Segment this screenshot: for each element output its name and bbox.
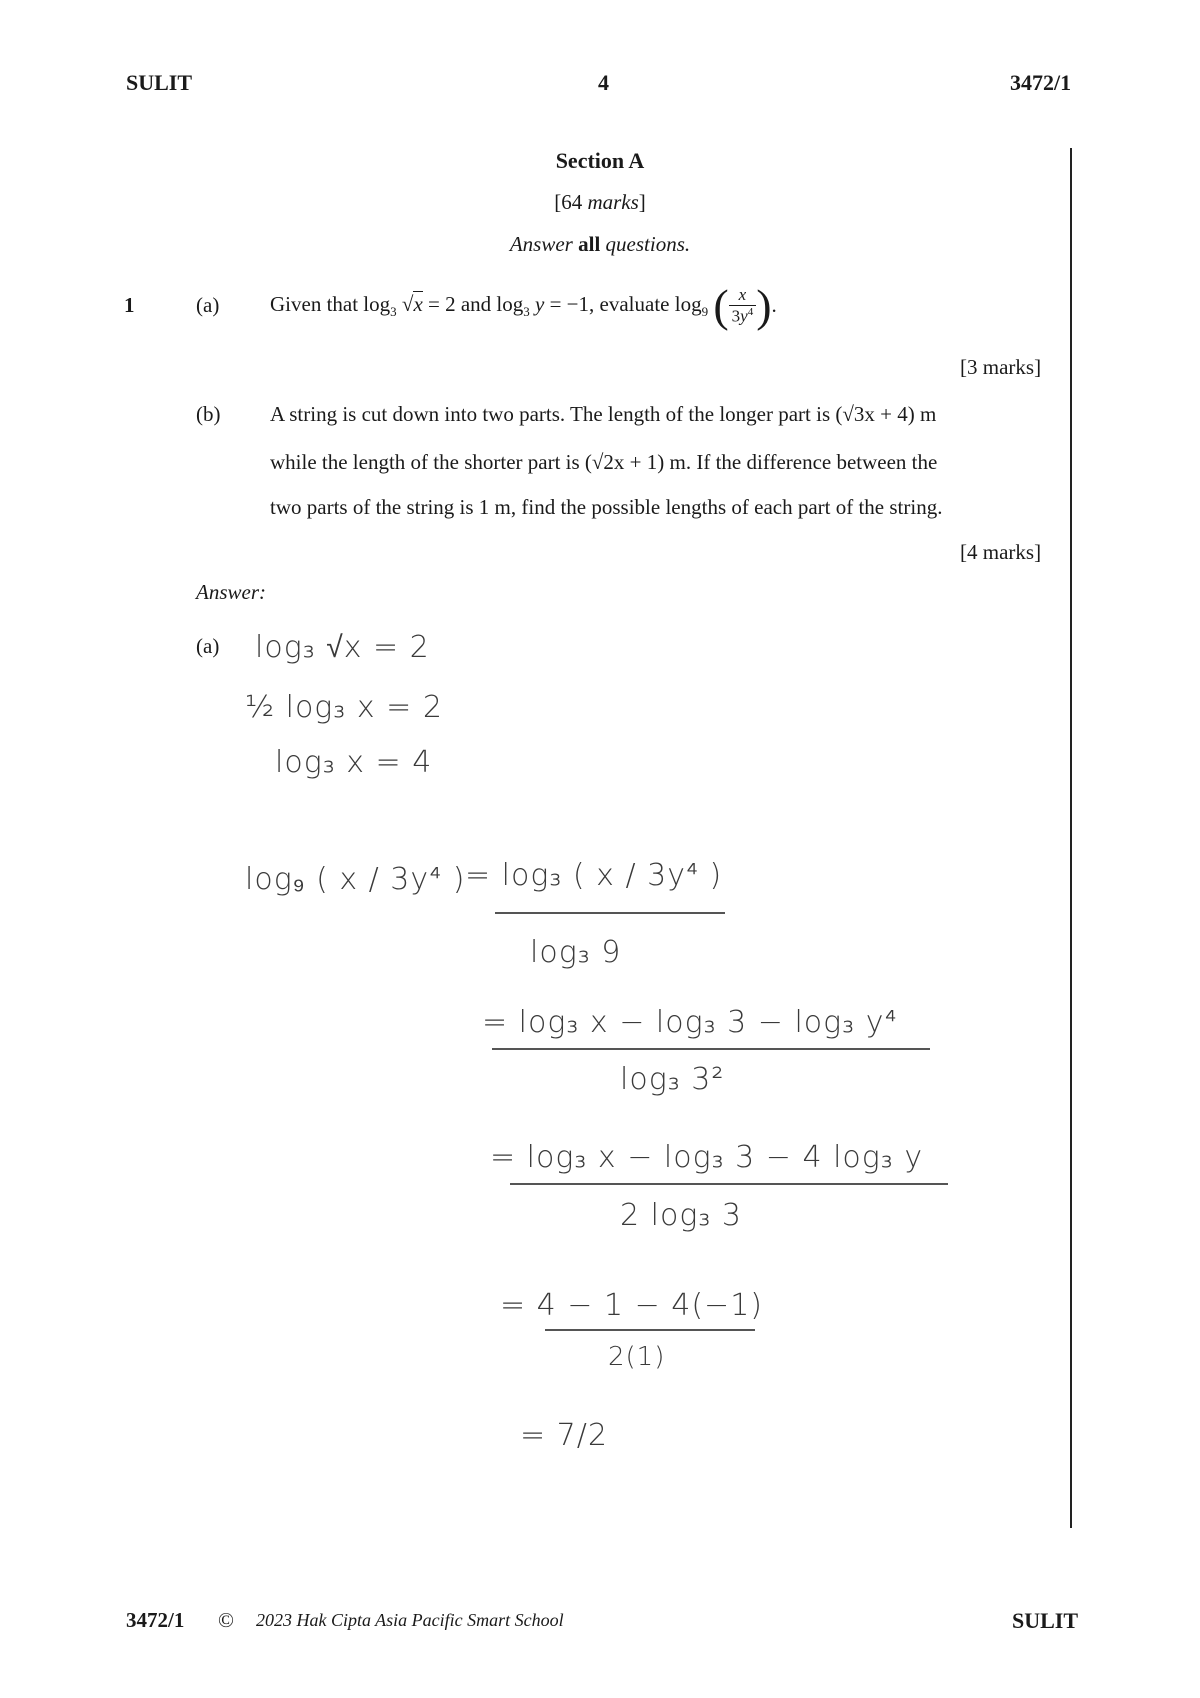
header-paper-code: 3472/1 xyxy=(1010,70,1072,95)
hw-fraction-bar xyxy=(492,1048,930,1050)
hw-fraction-bar xyxy=(495,912,725,914)
hw-step1-denominator: log₃ 9 xyxy=(530,935,622,970)
question-b-marks: [4 marks] xyxy=(960,540,1042,564)
question-a-label: (a) xyxy=(196,293,220,317)
question-a-text: Given that $\log_3 √x = 2$ and $\log_3 y = -1$, evaluate $\log_9$ ( $\frac{x}{3y^4}$ ) . xyxy=(270,280,777,332)
header-sulit: SULIT xyxy=(126,70,193,95)
hw-line-1: log₃ √x = 2 xyxy=(255,630,430,665)
hw-step3-numerator: = log₃ x − log₃ 3 − 4 log₃ y xyxy=(490,1140,924,1175)
hw-step4-numerator: = 4 − 1 − 4(−1) xyxy=(500,1288,763,1323)
question-a-marks: [3 marks] xyxy=(960,355,1042,379)
hw-step2-denominator: log₃ 3² xyxy=(620,1062,725,1097)
hw-step2-numerator: = log₃ x − log₃ 3 − log₃ y⁴ xyxy=(482,1005,898,1040)
question-b-label: (b) xyxy=(196,402,221,426)
question-b-line3: two parts of the string is 1 m, find the possible lengths of each part of the string. xyxy=(270,495,943,519)
footer-copyright: 2023 Hak Cipta Asia Pacific Smart School xyxy=(256,1610,564,1630)
section-instruction: Answer all questions. xyxy=(509,232,691,256)
section-marks: [64 marks] xyxy=(554,190,646,214)
copyright-icon: © xyxy=(218,1608,234,1632)
answer-margin-rule xyxy=(1070,148,1072,1528)
question-b-line1: A string is cut down into two parts. The length of the longer part is (√3x + 4) m xyxy=(270,402,937,426)
answer-heading: Answer: xyxy=(196,580,266,604)
hw-fraction-bar xyxy=(510,1183,948,1185)
hw-step1-lhs: log₉ ( x / 3y⁴ ) xyxy=(245,862,466,897)
footer-paper-code: 3472/1 xyxy=(126,1608,185,1632)
answer-part-label: (a) xyxy=(196,634,220,658)
hw-line-3: log₃ x = 4 xyxy=(275,745,433,780)
question-b-line2: while the length of the shorter part is (√2x + 1) m. If the difference between the xyxy=(270,450,938,474)
hw-fraction-bar xyxy=(545,1329,755,1331)
footer-sulit: SULIT xyxy=(1012,1608,1079,1633)
page-number: 4 xyxy=(598,70,609,95)
question-number: 1 xyxy=(124,293,135,317)
hw-step4-denominator: 2(1) xyxy=(608,1342,666,1372)
hw-result: = 7/2 xyxy=(520,1418,608,1453)
hw-step3-denominator: 2 log₃ 3 xyxy=(620,1198,742,1233)
hw-line-2: ½ log₃ x = 2 xyxy=(245,690,443,725)
hw-step1-numerator: = log₃ ( x / 3y⁴ ) xyxy=(465,858,723,893)
section-title: Section A xyxy=(555,148,645,173)
